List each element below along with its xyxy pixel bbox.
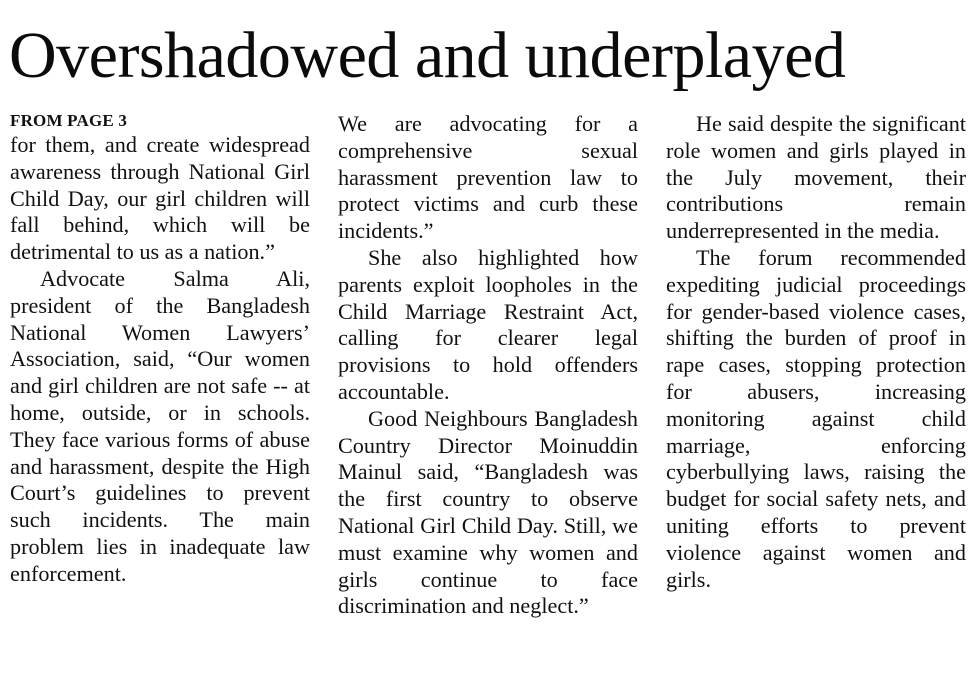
- article-column-2: [338, 111, 638, 620]
- paragraph: She also highlighted how parents exploit loopholes in the Child Marriage Restraint Act, calling for clearer legal provisions to hold offenders accountable.: [338, 244, 638, 404]
- jump-label: FROM PAGE 3: [10, 111, 128, 130]
- paragraph: We are advocating for a comprehensive sexual harassment prevention law to protect victims and curb these incidents.”: [338, 111, 638, 244]
- paragraph: for them, and create widespread awareness through National Girl Child Day, our girl children will fall behind, which will be detrimental to us as a nation.”: [10, 132, 310, 265]
- paragraph: The forum recommended expediting judicial proceedings for gender-based violence cases, shifting the burden of proof in rape cases, stopping protection for abusers, increasing monitoring against child marriage, enforcing cyberbullying laws, raising the budget for social safety nets, and uniting efforts to prevent violence against women and girls.: [666, 244, 966, 592]
- article-column-3: [666, 111, 966, 593]
- paragraph: He said despite the significant role women and girls played in the July movement, their contributions remain underrepresented in the media.: [666, 111, 966, 244]
- paragraph: Advocate Salma Ali, president of the Bangladesh National Women Lawyers’ Association, said, “Our women and girl children are not safe -- at home, outside, or in schools. They face various forms of abuse and harassment, despite the High Court’s guidelines to prevent such incidents. The main problem lies in inadequate law enforcement.: [10, 265, 310, 586]
- article-column-1: [10, 110, 310, 588]
- paragraph: Good Neighbours Bangladesh Country Director Moinuddin Mainul said, “Bangladesh was the first country to observe National Girl Child Day. Still, we must examine why women and girls continue to face discrimination and neglect.”: [338, 405, 638, 619]
- headline: Overshadowed and underplayed: [9, 19, 846, 92]
